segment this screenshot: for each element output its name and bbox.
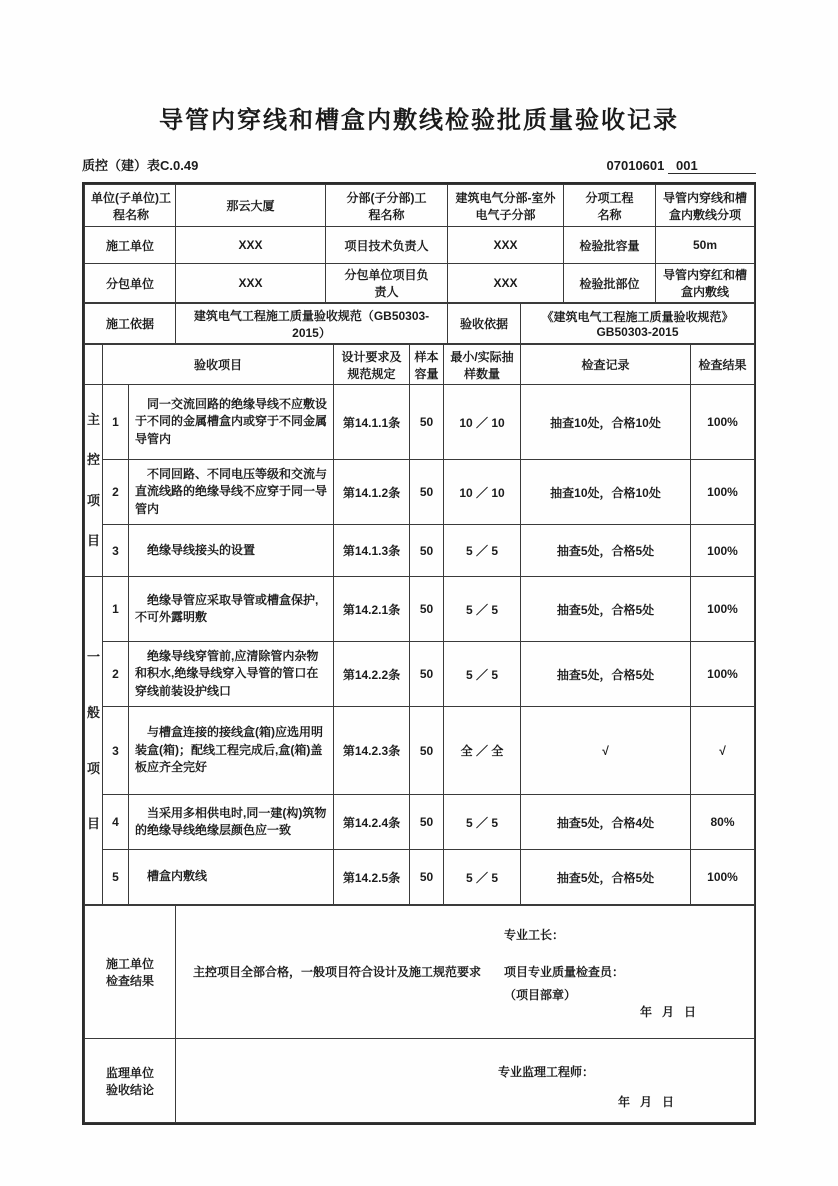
general-group-label: 一般项目 xyxy=(85,577,103,905)
acceptance-basis-value: 《建筑电气工程施工质量验收规范》 GB50303-2015 xyxy=(521,304,755,344)
contractor-result-row xyxy=(85,906,755,1039)
group-header-spacer xyxy=(85,345,103,385)
batch-location-label: 检验批部位 xyxy=(564,264,656,303)
construction-basis-label: 施工依据 xyxy=(85,304,176,344)
design-req-header: 设计要求及规范规定 xyxy=(334,345,410,385)
general-item-row-2 xyxy=(85,642,755,707)
row-number: 4 xyxy=(103,795,129,850)
row-number: 5 xyxy=(103,850,129,905)
sampling-count: 5 ／ 5 xyxy=(444,795,521,850)
construction-basis-value: 建筑电气工程施工质量验收规范（GB50303-2015） xyxy=(176,304,448,344)
basis-row xyxy=(85,304,755,344)
contractor-date: 年 月 日 xyxy=(639,1005,696,1019)
general-item-row-5 xyxy=(85,850,755,905)
check-result: 100% xyxy=(691,642,755,707)
info-table xyxy=(84,184,755,303)
sample-capacity: 50 xyxy=(410,525,444,577)
batch-capacity-value: 50m xyxy=(656,227,755,264)
clause-ref: 第14.2.2条 xyxy=(334,642,410,707)
project-stamp-label: （项目部章） xyxy=(504,988,577,1002)
batch-capacity-label: 检验批容量 xyxy=(564,227,656,264)
sampling-count: 10 ／ 10 xyxy=(444,460,521,525)
row-number: 2 xyxy=(103,460,129,525)
min-actual-header: 最小/实际抽样数量 xyxy=(444,345,521,385)
check-result-header: 检查结果 xyxy=(691,345,755,385)
clause-ref: 第14.1.2条 xyxy=(334,460,410,525)
main-item-row-2 xyxy=(85,460,755,525)
sub-leader-value: XXX xyxy=(448,264,564,303)
item-project-value: 导管内穿线和槽盒内敷线分项 xyxy=(656,185,755,227)
general-item-row-1 xyxy=(85,577,755,642)
constructor-label: 施工单位 xyxy=(85,227,176,264)
row-number: 3 xyxy=(103,525,129,577)
row-number: 3 xyxy=(103,707,129,795)
form-number xyxy=(607,158,756,174)
clause-ref: 第14.1.3条 xyxy=(334,525,410,577)
clause-ref: 第14.1.1条 xyxy=(334,385,410,460)
item-description: 绝缘导线穿管前,应清除管内杂物和积水,绝缘导线穿入导管的管口在穿线前装设护线口 xyxy=(129,642,334,707)
tech-leader-label: 项目技术负责人 xyxy=(326,227,448,264)
check-record: 抽查5处，合格5处 xyxy=(521,577,691,642)
sample-capacity: 50 xyxy=(410,577,444,642)
subcontractor-label: 分包单位 xyxy=(85,264,176,303)
form-number-suffix: 001 xyxy=(668,158,756,174)
main-item-row-1 xyxy=(85,385,755,460)
item-description: 同一交流回路的绝缘导线不应敷设于不同的金属槽盒内或穿于不同金属导管内 xyxy=(129,385,334,460)
item-description: 槽盒内敷线 xyxy=(129,850,334,905)
check-record-header: 检查记录 xyxy=(521,345,691,385)
clause-ref: 第14.2.3条 xyxy=(334,707,410,795)
check-result: 80% xyxy=(691,795,755,850)
sampling-count: 5 ／ 5 xyxy=(444,525,521,577)
inspection-item-header: 验收项目 xyxy=(103,345,334,385)
row-number: 2 xyxy=(103,642,129,707)
row-number: 1 xyxy=(103,385,129,460)
general-item-row-4 xyxy=(85,795,755,850)
inspection-form xyxy=(82,182,756,1125)
footer-table xyxy=(84,905,755,1123)
check-record: 抽查5处，合格5处 xyxy=(521,525,691,577)
items-header-row xyxy=(85,345,755,385)
supervisor-conclusion-content xyxy=(176,1039,755,1123)
check-result: 100% xyxy=(691,385,755,460)
info-row-1 xyxy=(85,185,755,227)
row-number: 1 xyxy=(103,577,129,642)
main-item-row-3 xyxy=(85,525,755,577)
check-result: 100% xyxy=(691,577,755,642)
subdivision-value: 建筑电气分部-室外电气子分部 xyxy=(448,185,564,227)
supervisor-conclusion-row xyxy=(85,1039,755,1123)
sample-capacity: 50 xyxy=(410,642,444,707)
meta-row xyxy=(82,155,756,174)
check-result: 100% xyxy=(691,850,755,905)
acceptance-basis-label: 验收依据 xyxy=(448,304,521,344)
info-row-2 xyxy=(85,227,755,264)
sample-capacity: 50 xyxy=(410,795,444,850)
contractor-signature-block xyxy=(498,906,754,1038)
check-result: 100% xyxy=(691,460,755,525)
main-group-label: 主控项目 xyxy=(85,385,103,577)
foreman-signature-label: 专业工长： xyxy=(504,928,565,942)
sampling-count: 5 ／ 5 xyxy=(444,577,521,642)
check-record: 抽查10处，合格10处 xyxy=(521,460,691,525)
item-description: 与槽盒连接的接线盒(箱)应选用明装盒(箱)；配线工程完成后,盒(箱)盖板应齐全完好 xyxy=(129,707,334,795)
check-record: 抽查5处，合格4处 xyxy=(521,795,691,850)
batch-location-value: 导管内穿红和槽盒内敷线 xyxy=(656,264,755,303)
contractor-result-content xyxy=(176,906,755,1039)
item-project-label: 分项工程名称 xyxy=(564,185,656,227)
basis-table xyxy=(84,303,755,344)
check-record: 抽查5处，合格5处 xyxy=(521,642,691,707)
unit-project-value: 那云大厦 xyxy=(176,185,326,227)
sampling-count: 10 ／ 10 xyxy=(444,385,521,460)
sampling-count: 全 ／ 全 xyxy=(444,707,521,795)
contractor-conclusion: 主控项目全部合格，一般项目符合设计及施工规范要求 xyxy=(192,965,481,979)
check-result: 100% xyxy=(691,525,755,577)
item-description: 绝缘导管应采取导管或槽盒保护,不可外露明敷 xyxy=(129,577,334,642)
check-record: 抽查5处，合格5处 xyxy=(521,850,691,905)
sampling-count: 5 ／ 5 xyxy=(444,642,521,707)
items-table xyxy=(84,344,755,905)
supervisor-conclusion-label: 监理单位验收结论 xyxy=(85,1039,176,1123)
clause-ref: 第14.2.5条 xyxy=(334,850,410,905)
sample-capacity: 50 xyxy=(410,460,444,525)
check-result-tick: √ xyxy=(691,707,755,795)
tech-leader-value: XXX xyxy=(448,227,564,264)
item-description: 当采用多相供电时,同一建(构)筑物的绝缘导线绝缘层颜色应一致 xyxy=(129,795,334,850)
inspector-signature-label: 项目专业质量检查员： xyxy=(504,965,625,979)
clause-ref: 第14.2.4条 xyxy=(334,795,410,850)
supervisor-date: 年 月 日 xyxy=(618,1095,675,1109)
check-record-tick: √ xyxy=(521,707,691,795)
constructor-value: XXX xyxy=(176,227,326,264)
sub-leader-label: 分包单位项目负责人 xyxy=(326,264,448,303)
clause-ref: 第14.2.1条 xyxy=(334,577,410,642)
form-code: 质控（建）表C.0.49 xyxy=(82,158,199,173)
item-description: 不同回路、不同电压等级和交流与直流线路的绝缘导线不应穿于同一导管内 xyxy=(129,460,334,525)
general-item-row-3 xyxy=(85,707,755,795)
sampling-count: 5 ／ 5 xyxy=(444,850,521,905)
sample-capacity: 50 xyxy=(410,385,444,460)
sample-capacity: 50 xyxy=(410,707,444,795)
subdivision-label: 分部(子分部)工程名称 xyxy=(326,185,448,227)
sample-capacity-header: 样本容量 xyxy=(410,345,444,385)
info-row-3 xyxy=(85,264,755,303)
subcontractor-value: XXX xyxy=(176,264,326,303)
sample-capacity: 50 xyxy=(410,850,444,905)
item-description: 绝缘导线接头的设置 xyxy=(129,525,334,577)
supervisor-engineer-label: 专业监理工程师： xyxy=(498,1065,595,1079)
unit-project-label: 单位(子单位)工程名称 xyxy=(85,185,176,227)
form-number-main: 07010601 xyxy=(606,158,665,173)
page-title: 导管内穿线和槽盒内敷线检验批质量验收记录 xyxy=(159,107,679,134)
contractor-result-label: 施工单位检查结果 xyxy=(85,906,176,1039)
check-record: 抽查10处，合格10处 xyxy=(521,385,691,460)
